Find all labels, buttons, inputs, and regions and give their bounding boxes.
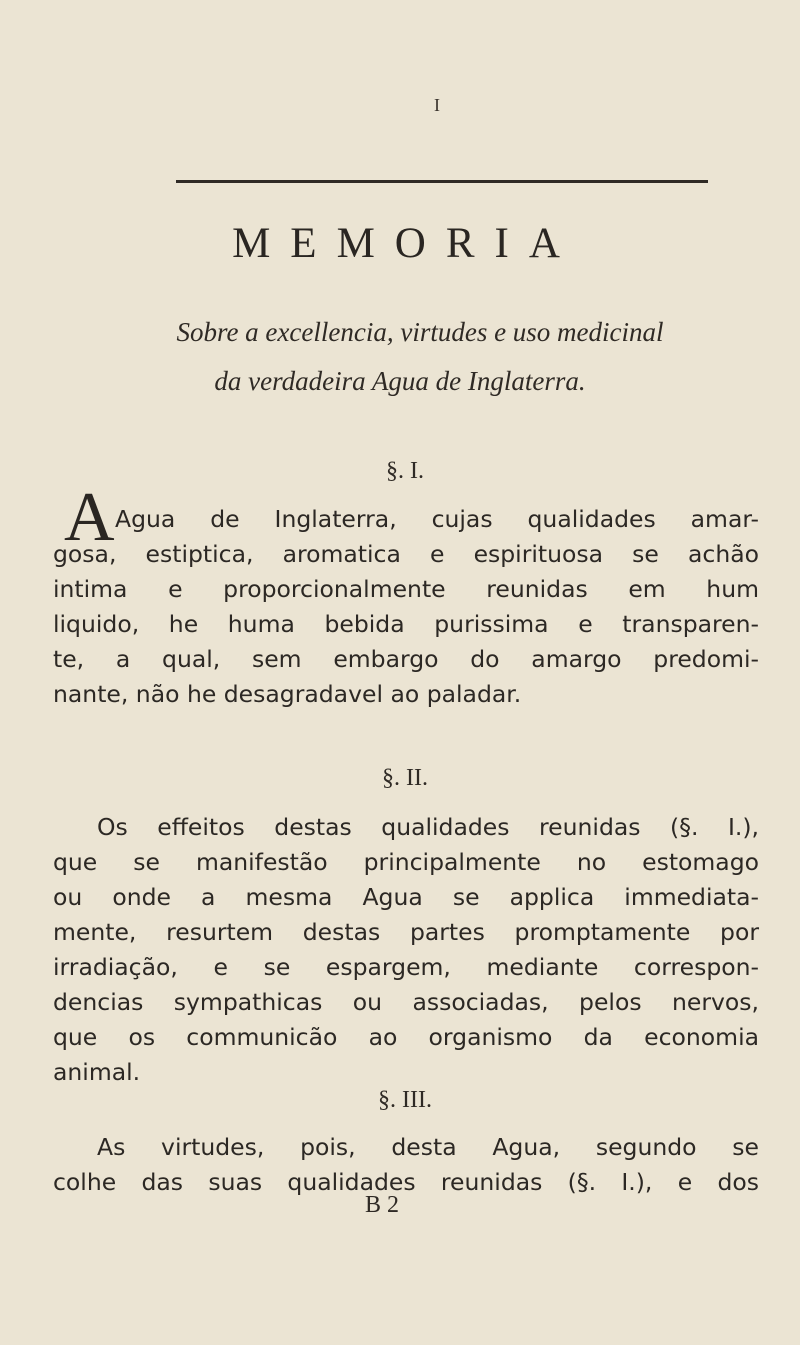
- paragraph-line: As virtudes, pois, desta Agua, segundo se: [97, 1133, 759, 1161]
- signature-mark: B 2: [365, 1192, 400, 1218]
- header-rule: [176, 180, 708, 183]
- section-heading-1: §. I.: [386, 458, 424, 484]
- paragraph-line: mente, resurtem destas partes promptamente por: [53, 918, 759, 946]
- paragraph-3: [53, 1130, 759, 1200]
- paragraph-line: gosa, estiptica, aromatica e espirituosa se achão: [53, 540, 759, 568]
- drop-cap: A: [64, 479, 115, 556]
- paragraph-line: animal.: [53, 1058, 141, 1086]
- paragraph-line: irradiação, e se espargem, mediante correspon-: [53, 953, 759, 981]
- paragraph-line: intima e proporcionalmente reunidas em hum: [53, 575, 759, 603]
- paragraph-2: [53, 810, 759, 1090]
- subtitle-line-1: Sobre a excellencia, virtudes e uso medicinal: [176, 317, 664, 347]
- paragraph-line: Os effeitos destas qualidades reunidas (§. I.),: [97, 813, 759, 841]
- paragraph-line: que os communicão ao organismo da economia: [53, 1023, 759, 1051]
- paragraph-line: dencias sympathicas ou associadas, pelos nervos,: [53, 988, 759, 1016]
- subtitle-line-2: da verdadeira Agua de Inglaterra.: [214, 366, 586, 396]
- section-heading-3: §. III.: [378, 1087, 432, 1113]
- paragraph-line: te, a qual, sem embargo do amargo predomi-: [53, 645, 759, 673]
- paragraph-line: nante, não he desagradavel ao paladar.: [53, 680, 522, 708]
- paragraph-line: Agua de Inglaterra, cujas qualidades amar-: [115, 505, 759, 533]
- page-number: I: [434, 95, 440, 115]
- paragraph-line: liquido, he huma bebida purissima e transparen-: [53, 610, 759, 638]
- paragraph-1: [53, 502, 759, 712]
- paragraph-line: que se manifestão principalmente no estomago: [53, 848, 759, 876]
- paragraph-line: colhe das suas qualidades reunidas (§. I.), e dos: [53, 1168, 759, 1196]
- page-title: MEMORIA: [232, 220, 580, 267]
- section-heading-2: §. II.: [382, 765, 428, 791]
- paragraph-line: ou onde a mesma Agua se applica immediata-: [53, 883, 759, 911]
